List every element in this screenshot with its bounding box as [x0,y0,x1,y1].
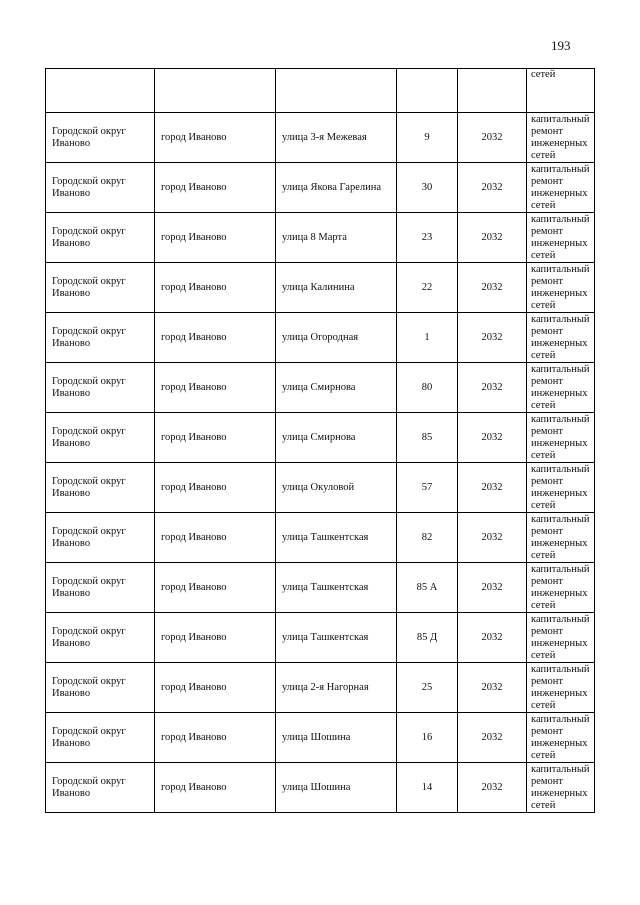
cell-district: Городской округ Иваново [46,213,155,263]
cell-number: 1 [397,313,458,363]
cell-number: 22 [397,263,458,313]
cell-work: капитальный ремонт инженерных сетей [527,413,595,463]
cell-city: город Иваново [155,513,276,563]
cell-number: 85 Д [397,613,458,663]
cell-district: Городской округ Иваново [46,613,155,663]
cell-work: сетей [527,69,595,113]
table-row [46,763,595,813]
cell-number: 80 [397,363,458,413]
cell-year: 2032 [458,663,527,713]
cell-number: 9 [397,113,458,163]
cell-work: капитальный ремонт инженерных сетей [527,713,595,763]
cell-work: капитальный ремонт инженерных сетей [527,163,595,213]
cell-year: 2032 [458,113,527,163]
cell-work: капитальный ремонт инженерных сетей [527,663,595,713]
cell-year: 2032 [458,563,527,613]
cell-street: улица Якова Гарелина [276,163,397,213]
table-row [46,263,595,313]
cell-year: 2032 [458,363,527,413]
cell-district: Городской округ Иваново [46,713,155,763]
table-row [46,713,595,763]
table-row [46,313,595,363]
cell-district: Городской округ Иваново [46,563,155,613]
cell-number: 82 [397,513,458,563]
cell-street: улица Смирнова [276,413,397,463]
table-row [46,563,595,613]
table-row [46,513,595,563]
cell-city: город Иваново [155,363,276,413]
cell-number: 23 [397,213,458,263]
cell-work: капитальный ремонт инженерных сетей [527,263,595,313]
cell-district: Городской округ Иваново [46,113,155,163]
cell-city: город Иваново [155,413,276,463]
cell-city: город Иваново [155,213,276,263]
cell-year: 2032 [458,213,527,263]
cell-number: 30 [397,163,458,213]
table-row [46,463,595,513]
table-row [46,663,595,713]
cell-district: Городской округ Иваново [46,513,155,563]
cell-year: 2032 [458,763,527,813]
cell-street: улица 3-я Межевая [276,113,397,163]
table-row [46,413,595,463]
cell-city: город Иваново [155,113,276,163]
cell-year: 2032 [458,513,527,563]
cell-city [155,69,276,113]
cell-street: улица Ташкентская [276,563,397,613]
cell-district: Городской округ Иваново [46,263,155,313]
cell-city: город Иваново [155,713,276,763]
cell-number: 85 А [397,563,458,613]
cell-work: капитальный ремонт инженерных сетей [527,563,595,613]
cell-street: улица 2-я Нагорная [276,663,397,713]
table-row [46,363,595,413]
cell-street: улица Ташкентская [276,513,397,563]
cell-street: улица 8 Марта [276,213,397,263]
cell-street [276,69,397,113]
page-number: 193 [551,38,571,53]
cell-district: Городской округ Иваново [46,763,155,813]
cell-street: улица Огородная [276,313,397,363]
cell-work: капитальный ремонт инженерных сетей [527,613,595,663]
cell-year [458,69,527,113]
cell-street: улица Калинина [276,263,397,313]
cell-district: Городской округ Иваново [46,313,155,363]
cell-district: Городской округ Иваново [46,163,155,213]
cell-year: 2032 [458,463,527,513]
cell-city: город Иваново [155,613,276,663]
cell-district: Городской округ Иваново [46,363,155,413]
cell-street: улица Ташкентская [276,613,397,663]
cell-city: город Иваново [155,563,276,613]
cell-city: город Иваново [155,163,276,213]
table-row [46,163,595,213]
cell-number: 16 [397,713,458,763]
cell-year: 2032 [458,163,527,213]
cell-year: 2032 [458,613,527,663]
cell-street: улица Шошина [276,763,397,813]
cell-year: 2032 [458,313,527,363]
cell-year: 2032 [458,263,527,313]
table-row [46,613,595,663]
cell-city: город Иваново [155,263,276,313]
cell-number: 57 [397,463,458,513]
cell-work: капитальный ремонт инженерных сетей [527,463,595,513]
table-row-continued [46,69,595,113]
cell-work: капитальный ремонт инженерных сетей [527,363,595,413]
cell-city: город Иваново [155,663,276,713]
cell-year: 2032 [458,413,527,463]
cell-number [397,69,458,113]
cell-district [46,69,155,113]
cell-city: город Иваново [155,313,276,363]
housing-repair-table [45,68,595,813]
cell-work: капитальный ремонт инженерных сетей [527,313,595,363]
cell-street: улица Окуловой [276,463,397,513]
cell-city: город Иваново [155,763,276,813]
cell-number: 85 [397,413,458,463]
cell-number: 25 [397,663,458,713]
cell-street: улица Шошина [276,713,397,763]
cell-district: Городской округ Иваново [46,413,155,463]
cell-work: капитальный ремонт инженерных сетей [527,763,595,813]
cell-city: город Иваново [155,463,276,513]
cell-district: Городской округ Иваново [46,663,155,713]
table-row [46,113,595,163]
table-row [46,213,595,263]
cell-work: капитальный ремонт инженерных сетей [527,513,595,563]
cell-street: улица Смирнова [276,363,397,413]
table-body [46,69,595,813]
cell-work: капитальный ремонт инженерных сетей [527,213,595,263]
cell-district: Городской округ Иваново [46,463,155,513]
cell-work: капитальный ремонт инженерных сетей [527,113,595,163]
cell-year: 2032 [458,713,527,763]
cell-number: 14 [397,763,458,813]
